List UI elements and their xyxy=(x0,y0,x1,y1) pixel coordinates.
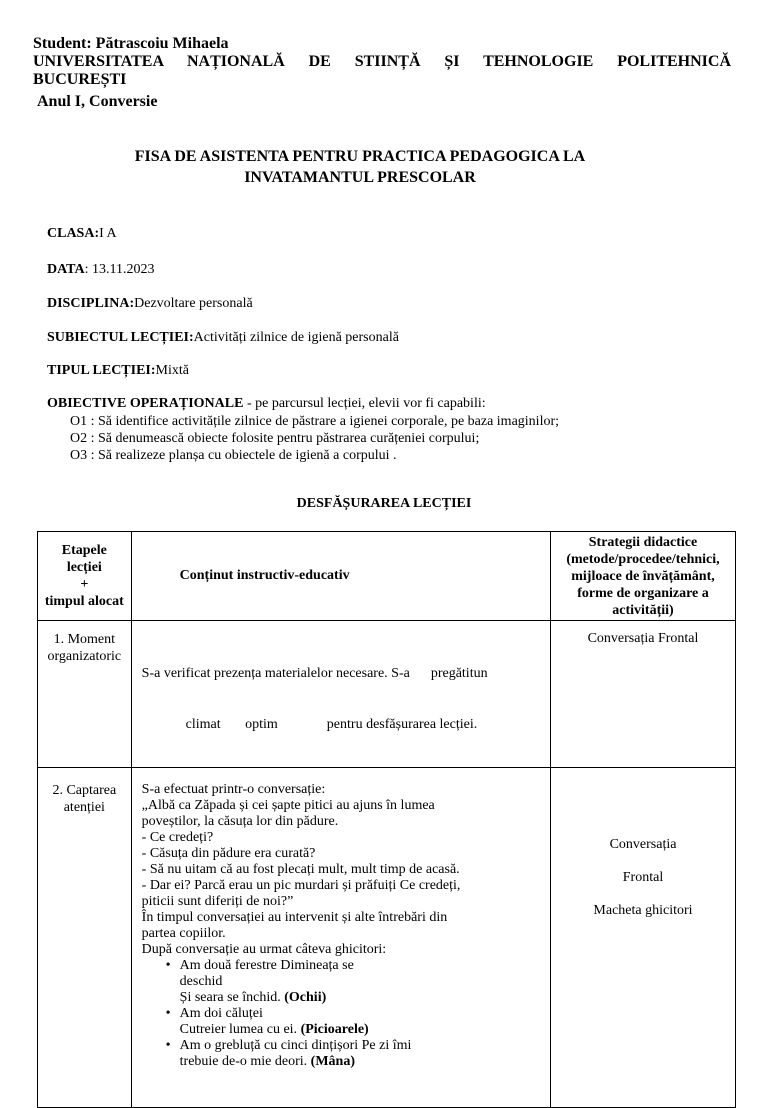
content-line: În timpul conversației au intervenit și alte întrebări din xyxy=(141,910,448,925)
content-line: S-a verificat prezența materialelor necesare. S-a pregătitun xyxy=(141,666,488,681)
objectives-label: OBIECTIVE OPERAȚIONALE xyxy=(47,396,244,411)
university-name: UNIVERSITATEA NAȚIONALĂ DE STIINȚĂ ȘI TEHNOLOGIE POLITEHNICĂ xyxy=(33,53,731,70)
content-line: climat optim pentru desfășurarea lecției. xyxy=(185,717,478,732)
riddle-line: Și seara se închid. xyxy=(179,990,281,1005)
subject-field xyxy=(47,330,399,346)
strategy-cell xyxy=(551,768,736,1108)
content-line: - Ce credeți? xyxy=(141,830,214,845)
content-cell xyxy=(131,621,550,768)
content-line: - Dar ei? Parcă erau un pic murdari și prăfuiți Ce credeți, xyxy=(141,878,461,893)
discipline-label: DISCIPLINA: xyxy=(47,296,135,311)
riddle-answer: (Picioarele) xyxy=(300,1022,369,1037)
header-strategies xyxy=(551,532,736,621)
riddle-line: Cutreier lumea cu ei. xyxy=(179,1022,298,1037)
header-strategies-line: activității) xyxy=(612,602,674,618)
strategy-item: Macheta ghicitori xyxy=(593,903,693,918)
stage-line: 2. Captarea xyxy=(52,783,117,798)
riddle-line: trebuie de-o mie deori. xyxy=(179,1054,308,1069)
objective-o2: O2 : Să denumească obiecte folosite pentru păstrarea curățeniei corpului; xyxy=(70,431,480,446)
riddle-item xyxy=(142,1038,542,1070)
content-line: S-a efectuat printr-o conversație: xyxy=(141,782,326,797)
strategy-item: Frontal xyxy=(622,870,664,885)
objectives-heading xyxy=(47,396,486,412)
content-cell xyxy=(131,768,550,1108)
riddle-line: deschid xyxy=(179,974,223,989)
title-line-2: INVATAMANTUL PRESCOLAR xyxy=(244,169,476,186)
objectives-intro: - pe parcursul lecției, elevii vor fi capabili: xyxy=(243,396,486,411)
riddle-item xyxy=(142,958,542,1006)
stage-line: 1. Moment xyxy=(53,632,116,647)
header-strategies-line: mijloace de învățământ, xyxy=(571,568,715,584)
student-name: Student: Pătrascoiu Mihaela xyxy=(33,35,229,52)
stage-cell xyxy=(38,621,132,768)
header-strategies-line: Strategii didactice xyxy=(588,534,698,550)
date-label: DATA xyxy=(47,262,85,277)
objective-o3: O3 : Să realizeze planșa cu obiectele de igienă a corpului . xyxy=(70,448,397,463)
content-line: „Albă ca Zăpada și cei șapte pitici au ajuns în lumea xyxy=(141,798,435,813)
content-line: piticii sunt diferiți de noi?” xyxy=(141,894,294,909)
header-stages-line: timpul alocat xyxy=(44,594,124,609)
section-title: DESFĂȘURAREA LECȚIEI xyxy=(296,496,472,511)
content-line: - Să nu uitam că au fost plecați mult, mult timp de acasă. xyxy=(141,862,460,877)
class-value: I A xyxy=(99,226,117,241)
document-title xyxy=(0,146,720,188)
objective-o1: O1 : Să identifice activitățile zilnice de păstrare a igienei corporale, pe baza imaginilor; xyxy=(70,414,560,429)
riddle-answer: (Mâna) xyxy=(310,1054,355,1069)
strategy-item: Conversația xyxy=(609,837,677,852)
lesson-type-field xyxy=(47,363,189,379)
content-line: poveștilor, la căsuța lor din pădure. xyxy=(141,814,339,829)
stage-line: organizatoric xyxy=(47,649,122,664)
header-stages-line: Etapele xyxy=(61,543,107,558)
header-content: Conținut instructiv-educativ xyxy=(131,532,550,621)
class-field xyxy=(47,226,117,242)
header-stages xyxy=(38,532,132,621)
study-year: Anul I, Conversie xyxy=(37,93,158,110)
date-field xyxy=(47,262,154,278)
table-row xyxy=(38,768,736,1108)
header-strategies-line: (metode/procedee/tehnici, xyxy=(566,551,720,567)
lesson-type-value: Mixtă xyxy=(155,363,189,378)
riddle-line: • Am doi căluței xyxy=(179,1006,263,1021)
riddle-line: • Am o grebluță cu cinci dințișori Pe zi îmi xyxy=(179,1038,412,1053)
lesson-table xyxy=(37,531,736,1108)
lesson-type-label: TIPUL LECȚIEI: xyxy=(47,363,156,378)
content-line: partea copiilor. xyxy=(141,926,226,941)
subject-label: SUBIECTUL LECȚIEI: xyxy=(47,330,194,345)
header-stages-line: lecției xyxy=(66,560,102,575)
university-city: BUCUREȘTI xyxy=(33,71,127,88)
discipline-field xyxy=(47,296,253,312)
header-strategies-line: forme de organizare a xyxy=(577,585,709,601)
stage-cell xyxy=(38,768,132,1108)
stage-line: atenției xyxy=(63,800,105,815)
riddle-item xyxy=(142,1006,542,1038)
subject-value: Activități zilnice de igienă personală xyxy=(193,330,399,345)
table-row xyxy=(38,621,736,768)
title-line-1: FISA DE ASISTENTA PENTRU PRACTICA PEDAGOGICA LA xyxy=(134,148,586,165)
table-header-row xyxy=(38,532,736,621)
riddle-answer: (Ochii) xyxy=(284,990,327,1005)
content-line: După conversație au urmat câteva ghicitori: xyxy=(141,942,387,957)
content-line: - Căsuța din pădure era curată? xyxy=(141,846,316,861)
date-value: : 13.11.2023 xyxy=(84,262,155,277)
strategy-cell: Conversația Frontal xyxy=(551,621,736,768)
riddle-line: • Am două ferestre Dimineața se xyxy=(179,958,354,973)
class-label: CLASA: xyxy=(47,226,100,241)
header-stages-line: + xyxy=(80,577,89,592)
discipline-value: Dezvoltare personală xyxy=(134,296,253,311)
